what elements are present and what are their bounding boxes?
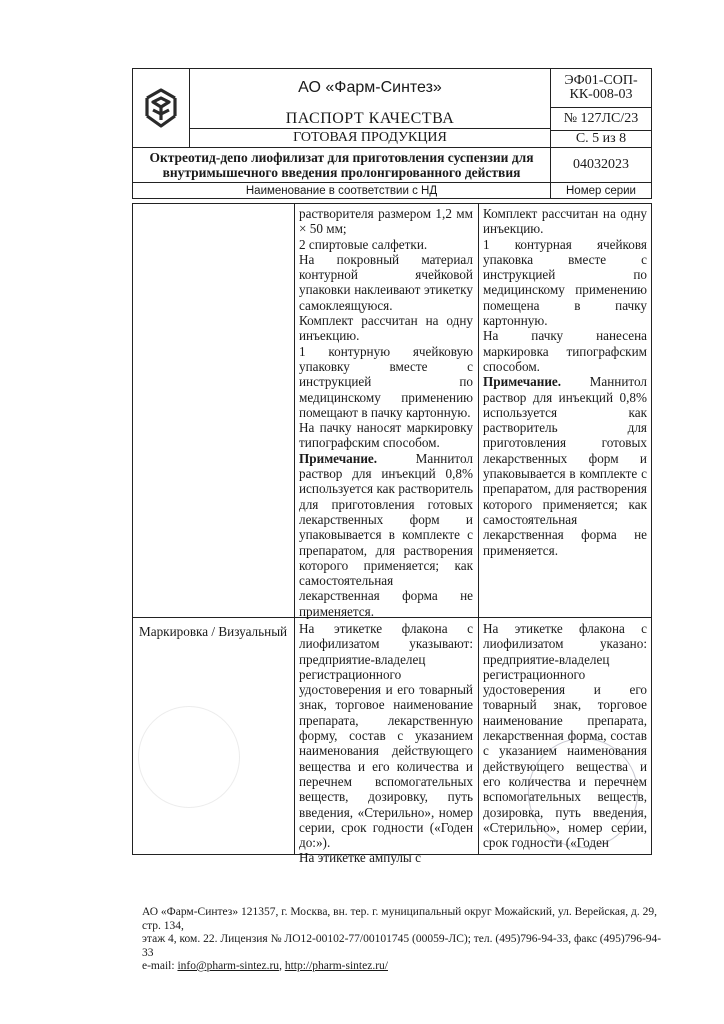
product-name: Октреотид-депо лиофилизат для приготовления суспензии для внутримышечного введения пролонгированного действия bbox=[133, 148, 551, 182]
spec-marking-tail: На этикетке ампулы с bbox=[299, 850, 421, 866]
document-subtitle: ГОТОВАЯ ПРОДУКЦИЯ bbox=[190, 128, 550, 147]
result-paragraph: Комплект рассчитан на одну инъекцию. bbox=[483, 206, 647, 237]
company-stamp bbox=[528, 738, 638, 848]
company-logo bbox=[133, 69, 190, 147]
result-note: Маннитол раствор для инъекций 0,8% используется как растворитель для приготовления готовых лекарственных форм и упаковывается в комплекте с препаратом, для растворения которого применяется; как самостоятельная лекарственная форма не применяется. bbox=[483, 374, 647, 558]
footer-email-label: e-mail: bbox=[142, 960, 175, 972]
result-paragraph: На пачку нанесена маркировка типографским способом. bbox=[483, 328, 647, 374]
spec-marking: На этикетке флакона с лиофилизатом указывают: предприятие-владелец регистрационного удостоверения и его товарный знак, торговое наименование препарата, лекарственную форму, состав с указанием наименования действующего вещества и его количества и перечнем вспомогательных веществ, дозировку, путь введения, «Стерильно», номер серии, срок годности («Годен до:»). bbox=[299, 621, 473, 851]
result-marking: На этикетке флакона с лиофилизатом указано: предприятие-владелец регистрационного удостоверения и его товарный знак, торговое наименование препарата, лекарственная форма, состав с указанием наименования действующего вещества и его количества и перечнем вспомогательных веществ, дозировка, путь введения, «Стерильно», номер серии, срок годности («Годен bbox=[483, 621, 647, 851]
spec-paragraph: На пачку наносят маркировку типографским способом. bbox=[299, 420, 473, 451]
footer-contacts: e-mail: info@pharm-sintez.ru, http://pharm-sintez.ru/ bbox=[142, 960, 388, 972]
document-footer bbox=[142, 906, 662, 974]
pharm-sintez-logo-icon bbox=[139, 86, 183, 130]
result-paragraph: 1 контурная ячейковя упаковка вместе с инструкцией по медицинскому применению помещена в пачку картонную. bbox=[483, 236, 647, 329]
footer-address: АО «Фарм-Синтез» 121357, г. Москва, вн. тер. г. муниципальный округ Можайский, ул. Верейская, д. 29, стр. 134, bbox=[142, 906, 657, 932]
footer-license: этаж 4, ком. 22. Лицензия № ЛО12-00102-77/00101745 (00059-ЛС); тел. (495)796-94-33, факс (495)796-94-33 bbox=[142, 933, 662, 959]
spec-paragraph: Комплект рассчитан на одну инъекцию. bbox=[299, 313, 473, 344]
page-number: С. 5 из 8 bbox=[575, 131, 627, 146]
document-header bbox=[132, 68, 652, 199]
company-name: АО «Фарм-Синтез» bbox=[298, 78, 442, 96]
spec-note: Маннитол раствор для инъекций 0,8% используется как растворитель для приготовления готовых лекарственных форм и упаковывается в комплекте с препаратом, для растворения которого применяется; как самостоятельная лекарственная форма не применяется. bbox=[299, 450, 473, 619]
row-label-marking: Маркировка / Визуальный bbox=[139, 624, 288, 639]
spec-paragraph: растворителя размером 1,2 мм × 50 мм; bbox=[299, 206, 473, 237]
footer-site-link[interactable]: http://pharm-sintez.ru/ bbox=[284, 960, 388, 972]
table-row bbox=[299, 621, 473, 866]
spec-paragraph: На покровный материал контурной ячейковой упаковки наклеивают этикетку самоклеящуюся. bbox=[299, 251, 473, 313]
document-title: ПАСПОРТ КАЧЕСТВА bbox=[285, 110, 455, 127]
result-note-label: Примечание. bbox=[483, 374, 562, 390]
document-number: № 127ЛС/23 bbox=[551, 108, 651, 131]
faint-stamp bbox=[138, 706, 240, 808]
batch-number: 04032023 bbox=[573, 157, 629, 172]
spec-paragraph: 2 спиртовые салфетки. bbox=[299, 236, 428, 252]
table-row bbox=[483, 206, 647, 616]
spec-note-label: Примечание. bbox=[299, 450, 378, 466]
spec-paragraph: 1 контурную ячейковую упаковку вместе с инструкцией по медицинскому применению помещают в пачку картонную. bbox=[299, 343, 473, 420]
caption-batch: Номер серии bbox=[566, 184, 636, 197]
document-code: ЭФ01-СОП-КК-008-03 bbox=[551, 69, 651, 108]
footer-email-link[interactable]: info@pharm-sintez.ru bbox=[177, 960, 280, 972]
caption-name: Наименование в соответствии с НД bbox=[133, 183, 551, 198]
table-row bbox=[299, 206, 473, 619]
